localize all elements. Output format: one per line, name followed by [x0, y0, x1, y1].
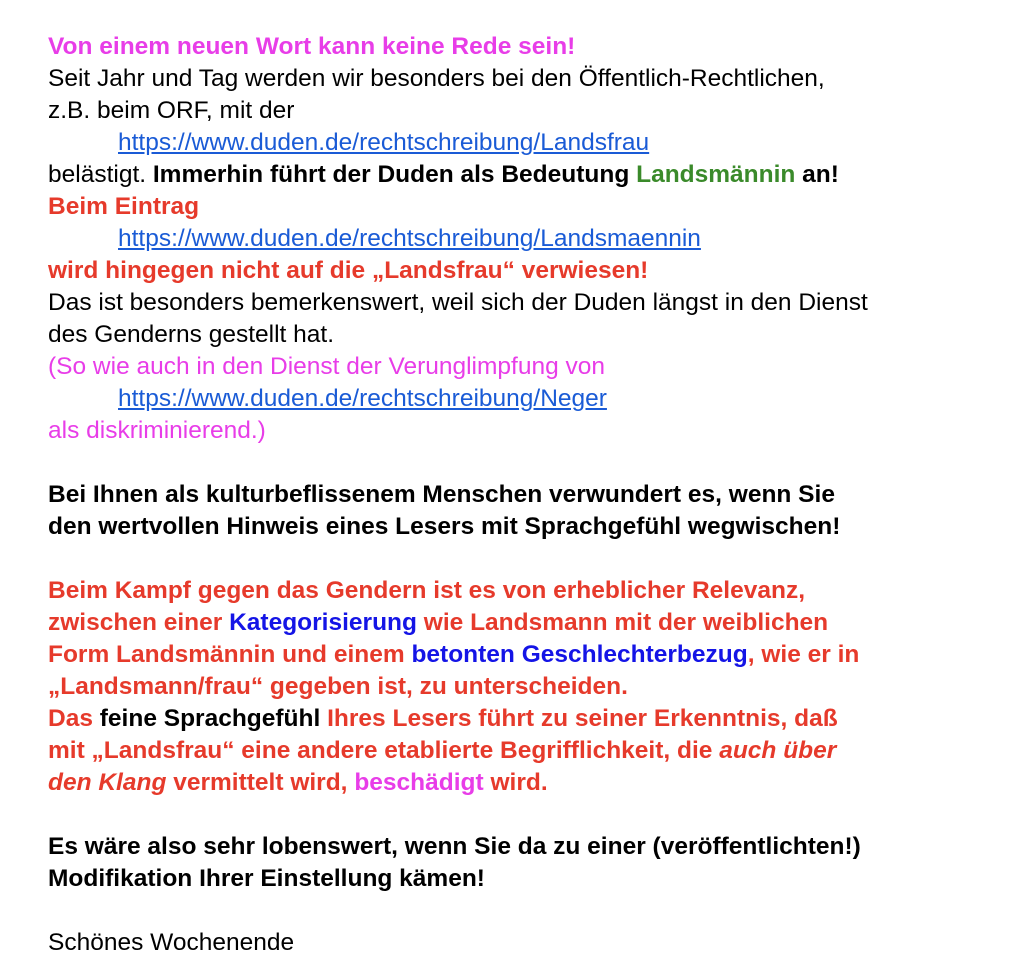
body-text: zwischen einer: [48, 609, 230, 636]
body-line: [48, 639, 998, 671]
magenta-text: als diskriminierend.): [48, 417, 266, 444]
body-text: vermittelt wird,: [166, 769, 355, 796]
paragraph-3: [48, 575, 998, 799]
paragraph-gap: [48, 447, 998, 479]
paragraph-gap: [48, 895, 998, 927]
magenta-text: beschädigt: [354, 769, 484, 796]
blue-text: betonten Geschlechterbezug: [411, 641, 748, 668]
paragraph-gap: [48, 543, 998, 575]
body-line: Beim Kampf gegen das Gendern ist es von erheblicher Relevanz,: [48, 577, 806, 604]
paragraph-gap: [48, 799, 998, 831]
body-text: belästigt.: [48, 161, 153, 188]
duden-neger-link[interactable]: https://www.duden.de/rechtschreibung/Neger: [118, 385, 607, 412]
body-line: [48, 607, 998, 639]
body-text: mit „Landsfrau“ eine andere etablierte Begrifflichkeit, die: [48, 737, 720, 764]
magenta-text: (So wie auch in den Dienst der Verunglimpfung von: [48, 353, 606, 380]
bold-text: an!: [795, 161, 839, 188]
bold-text: Immerhin führt der Duden als Bedeutung: [152, 161, 637, 188]
body-line: Seit Jahr und Tag werden wir besonders bei den Öffentlich-Rechtlichen,: [48, 65, 825, 92]
email-body: [48, 31, 998, 959]
body-line: Bei Ihnen als kulturbeflissenem Menschen verwundert es, wenn Sie: [48, 481, 835, 508]
black-text: feine Sprachgefühl: [92, 705, 328, 732]
italic-text: auch über: [719, 737, 837, 764]
body-line: [48, 767, 998, 799]
closing-line: Schönes Wochenende: [48, 929, 295, 956]
body-line: den wertvollen Hinweis eines Lesers mit Sprachgefühl wegwischen!: [48, 513, 841, 540]
body-text: wird.: [483, 769, 548, 796]
italic-text: den Klang: [48, 769, 167, 796]
body-text: wie Landsmann mit der weiblichen: [416, 609, 829, 636]
body-line: [48, 703, 998, 735]
body-line: [48, 735, 998, 767]
red-text: wird hingegen nicht auf die „Landsfrau“ verwiesen!: [48, 257, 649, 284]
body-text: , wie er in: [747, 641, 860, 668]
body-text: Das: [48, 705, 93, 732]
paragraph-4: [48, 831, 998, 895]
highlight-word: Landsmännin: [636, 161, 796, 188]
body-line: „Landsmann/frau“ gegeben ist, zu unterscheiden.: [48, 673, 628, 700]
duden-landsfrau-link[interactable]: https://www.duden.de/rechtschreibung/Landsfrau: [118, 129, 650, 156]
paragraph-2: [48, 479, 998, 543]
heading-text: Von einem neuen Wort kann keine Rede sein!: [48, 33, 576, 60]
body-line: Es wäre also sehr lobenswert, wenn Sie da zu einer (veröffentlichten!): [48, 833, 861, 860]
body-line: z.B. beim ORF, mit der: [48, 97, 295, 124]
body-text: Form Landsmännin und einem: [48, 641, 412, 668]
red-text: Beim Eintrag: [48, 193, 200, 220]
body-line: des Genderns gestellt hat.: [48, 321, 335, 348]
body-line: Das ist besonders bemerkenswert, weil sich der Duden längst in den Dienst: [48, 289, 868, 316]
body-text: Ihres Lesers führt zu seiner Erkenntnis, daß: [327, 705, 838, 732]
body-line: Modifikation Ihrer Einstellung kämen!: [48, 865, 485, 892]
body-line: [48, 159, 998, 191]
paragraph-1: [48, 31, 998, 447]
duden-landsmaennin-link[interactable]: https://www.duden.de/rechtschreibung/Landsmaennin: [118, 225, 701, 252]
blue-text: Kategorisierung: [229, 609, 417, 636]
